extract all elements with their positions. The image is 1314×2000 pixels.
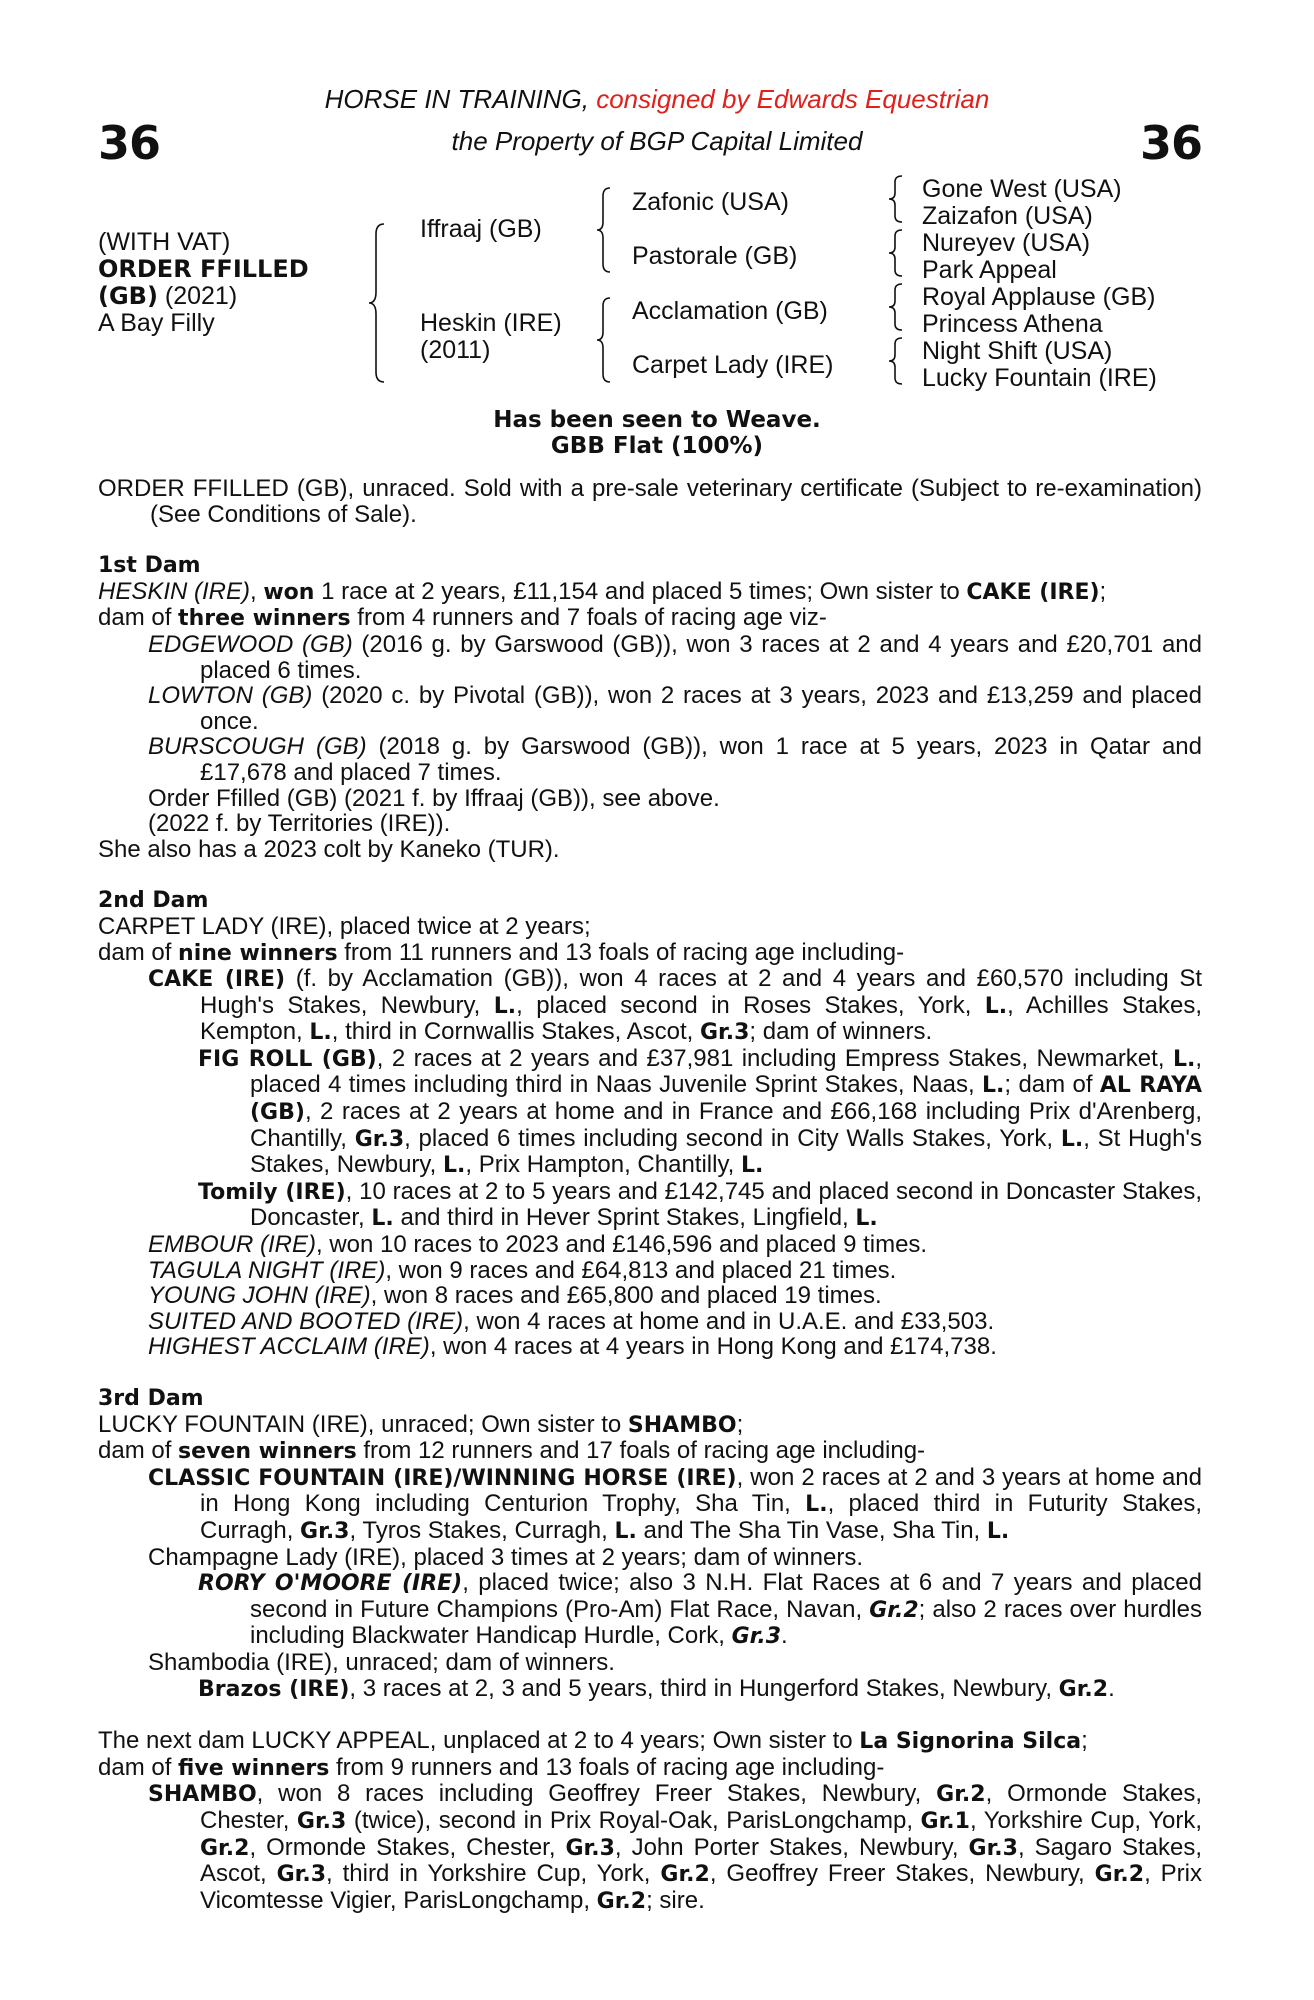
text: .: [1108, 1674, 1115, 1702]
pedigree-dam-year: (2011): [420, 336, 491, 364]
horse: AL RAYA (GB): [250, 1073, 1203, 1126]
first-dam-heading: 1st Dam: [98, 553, 201, 579]
grade: Gr.2: [200, 1835, 250, 1861]
pedigree-dam: Heskin (IRE): [420, 309, 562, 337]
text: and The Sha Tin Vase, Sha Tin,: [636, 1516, 987, 1544]
lot-number-right: 36: [1139, 116, 1202, 170]
horse: SUITED AND BOOTED (IRE): [148, 1307, 464, 1335]
grade: L.: [1172, 1046, 1196, 1072]
text: , Prix Hampton, Chantilly,: [465, 1151, 742, 1179]
pedigree-brace-g2: [886, 228, 906, 278]
text: The next dam LUCKY APPEAL, unplaced at 2 to 4 years; Own sister to: [98, 1727, 860, 1755]
text: (f. by Acclamation (GB)), won 4 races at 2 and 4 years and £60,570 including St Hugh's Stakes, Newbury,: [200, 965, 1203, 1019]
text: , placed second in Roses Stakes, York,: [516, 991, 985, 1019]
text: from 11 runners and 13 foals of racing age including-: [337, 938, 905, 966]
pedigree-brace-g4: [886, 336, 906, 386]
text: , 10 races at 2 to 5 years and £142,745 and placed second in Doncaster Stakes, Doncaster,: [250, 1177, 1203, 1232]
pedigree-brace-dam: [594, 296, 614, 384]
produce-tagula-night: [98, 1258, 1202, 1284]
text: dam of: [98, 938, 179, 966]
grade: L.: [442, 1153, 466, 1179]
grade: Gr.2: [936, 1782, 986, 1808]
text: , Sagaro Stakes, Ascot,: [200, 1833, 1203, 1888]
grade: Gr.2: [596, 1888, 647, 1914]
pedigree-g3: Nureyev (USA): [922, 229, 1091, 257]
pedigree-g6: Princess Athena: [922, 310, 1103, 338]
pedigree-g4: Park Appeal: [922, 256, 1057, 284]
text: (2020 c. by Pivotal (GB)), won 2 races at 3 years, 2023 and £13,259 and placed once.: [200, 682, 1202, 735]
produce-shambodia: Shambodia (IRE), unraced; dam of winners.: [148, 1648, 615, 1676]
winners-count: five winners: [178, 1755, 330, 1781]
horse: FIG ROLL (GB): [198, 1046, 377, 1072]
grade: Gr.2: [1094, 1862, 1145, 1888]
header-line-1: [0, 84, 1314, 115]
pedigree-brace-g3: [886, 282, 906, 332]
next-dam-line: [98, 1728, 1202, 1755]
produce-burscough: [98, 734, 1202, 785]
text: dam of: [98, 1753, 179, 1781]
produce-embour: [98, 1232, 1202, 1258]
winners-count: nine winners: [178, 940, 338, 966]
text: , won 2 races at 2 and 3 years at home and in Hong Kong including Centurion Trophy, Sha Tin,: [200, 1463, 1202, 1518]
grade: Gr.1: [920, 1808, 970, 1834]
horse: CLASSIC FOUNTAIN (IRE)/WINNING HORSE (IRE): [148, 1465, 737, 1491]
grade: L.: [982, 1073, 1005, 1099]
text: , Geoffrey Freer Stakes, Newbury,: [709, 1860, 1095, 1888]
text: , won 4 races at home and in U.A.E. and £33,503.: [463, 1307, 995, 1335]
third-dam-heading: 3rd Dam: [98, 1386, 204, 1411]
horse: SHAMBO: [148, 1782, 257, 1808]
won-label: won: [263, 579, 315, 605]
first-dam-produce-line: [98, 605, 1202, 632]
sister-name: La Signorina Silca: [859, 1729, 1082, 1755]
text: ; sire.: [646, 1886, 705, 1914]
text: , 2 races at 2 years and £37,981 including Empress Stakes, Newmarket,: [376, 1044, 1173, 1072]
produce-cake: [98, 966, 1202, 1046]
grade: L.: [805, 1492, 828, 1518]
text: ;: [1099, 577, 1107, 605]
horse: YOUNG JOHN (IRE): [148, 1282, 371, 1310]
produce-tomily: [98, 1179, 1202, 1232]
text: 1 race at 2 years, £11,154 and placed 5 times; Own sister to: [314, 577, 967, 605]
third-dam-produce-line: [98, 1438, 1202, 1465]
text: ; dam of: [1004, 1071, 1100, 1099]
text: , Tyros Stakes, Curragh,: [349, 1516, 615, 1544]
produce-order-ffilled: Order Ffilled (GB) (2021 f. by Iffraaj (GB)), see above.: [148, 784, 720, 812]
text: (2016 g. by Garswood (GB)), won 3 races at 2 and 4 years and £20,701 and placed 6 times.: [200, 630, 1202, 684]
text: from 4 runners and 7 foals of racing age viz-: [350, 604, 827, 632]
grade: L.: [309, 1020, 332, 1046]
horse: Tomily (IRE): [198, 1179, 346, 1205]
text: ; dam of winners.: [749, 1018, 933, 1046]
horse: Brazos (IRE): [198, 1676, 350, 1702]
text: , won 4 races at 4 years in Hong Kong and £174,738.: [429, 1333, 997, 1361]
grade: Gr.3: [731, 1624, 781, 1650]
horse-name-line1: ORDER FFILLED: [98, 255, 309, 283]
pedigree-dam-sire: Acclamation (GB): [632, 297, 828, 325]
horse-description: A Bay Filly: [98, 309, 215, 337]
flat-note: GBB Flat (100%): [550, 433, 764, 459]
grade: Gr.3: [968, 1835, 1018, 1861]
produce-2023-colt: She also has a 2023 colt by Kaneko (TUR).: [98, 835, 560, 863]
pedigree-g2: Zaizafon (USA): [922, 202, 1093, 230]
sister-name: SHAMBO: [627, 1412, 737, 1438]
weave-note: Has been seen to Weave.: [493, 407, 821, 433]
horse: LOWTON (GB): [148, 682, 313, 710]
horse: CAKE (IRE): [148, 967, 286, 993]
text: (twice), second in Prix Royal-Oak, ParisLongchamp,: [346, 1806, 921, 1834]
text: dam of: [98, 604, 179, 632]
text: , St Hugh's Stakes, Newbury,: [250, 1124, 1203, 1179]
vat-label: (WITH VAT): [98, 228, 231, 256]
text: , placed third in Futurity Stakes, Curragh,: [200, 1490, 1203, 1544]
produce-highest-acclaim: [98, 1334, 1202, 1360]
pedigree-g5: Royal Applause (GB): [922, 283, 1156, 311]
grade: L.: [984, 993, 1008, 1019]
pedigree-sire-sire: Zafonic (USA): [632, 188, 789, 216]
produce-classic-fountain: [98, 1465, 1202, 1545]
text: , third in Cornwallis Stakes, Ascot,: [331, 1018, 700, 1046]
first-dam-line: [98, 579, 1202, 606]
text: , John Porter Stakes, Newbury,: [614, 1833, 969, 1861]
pedigree-dam-dam: Carpet Lady (IRE): [632, 351, 834, 379]
grade: L.: [371, 1206, 394, 1232]
grade: Gr.3: [565, 1835, 615, 1861]
next-dam-produce-line: [98, 1755, 1202, 1782]
produce-shambo: [98, 1781, 1202, 1914]
grade: L.: [614, 1518, 637, 1544]
text: , placed 4 times including third in Naas Juvenile Sprint Stakes, Naas,: [250, 1044, 1202, 1099]
lot-number-left: 36: [98, 116, 161, 170]
produce-rory-omoore: [98, 1570, 1202, 1650]
text: from 12 runners and 17 foals of racing age including-: [356, 1437, 926, 1465]
text: (2018 g. by Garswood (GB)), won 1 race at 5 years, 2023 in Qatar and £17,678 and placed 7 times.: [200, 733, 1202, 786]
sister-name: CAKE (IRE): [966, 579, 1100, 605]
produce-edgewood: [98, 632, 1202, 683]
horse-origin: [98, 282, 237, 310]
grade: L.: [741, 1153, 764, 1179]
second-dam-produce-line: [98, 940, 1202, 967]
text: , 3 races at 2, 3 and 5 years, third in Hungerford Stakes, Newbury,: [349, 1674, 1059, 1702]
second-dam-line: CARPET LADY (IRE), placed twice at 2 years;: [98, 912, 591, 940]
pedigree-brace-sire: [594, 186, 614, 274]
second-dam-heading: 2nd Dam: [98, 888, 209, 914]
horse: EDGEWOOD (GB): [148, 630, 353, 658]
header-line-2: the Property of BGP Capital Limited: [451, 126, 863, 156]
produce-lowton: [98, 683, 1202, 734]
grade: Gr.2: [660, 1862, 710, 1888]
pedigree-g8: Lucky Fountain (IRE): [922, 364, 1157, 392]
text: , Ormonde Stakes, Chester,: [200, 1780, 1203, 1834]
text: , Prix Vicomtesse Vigier, ParisLongchamp,: [200, 1860, 1203, 1914]
grade: Gr.3: [276, 1862, 327, 1888]
produce-suited-and-booted: [98, 1309, 1202, 1335]
catalogue-body: [98, 476, 1202, 1914]
grade: Gr.3: [300, 1518, 350, 1544]
text: , placed 6 times including second in City Walls Stakes, York,: [404, 1124, 1061, 1152]
text: , placed twice; also 3 N.H. Flat Races at 6 and 7 years and placed second in Future Champions (Pro-Am) Flat Race, Navan,: [250, 1569, 1202, 1623]
pedigree-sire-dam: Pastorale (GB): [632, 242, 798, 270]
produce-fig-roll: [98, 1046, 1202, 1179]
text: , won 8 races and £65,800 and placed 19 times.: [370, 1282, 882, 1310]
horse: EMBOUR (IRE): [148, 1231, 316, 1259]
text: ,: [250, 577, 264, 605]
grade: Gr.2: [869, 1597, 919, 1623]
third-dam-line: [98, 1412, 1202, 1439]
text: , third in Yorkshire Cup, York,: [326, 1860, 661, 1888]
winners-count: three winners: [178, 606, 351, 632]
horse-name: [98, 255, 309, 283]
text: .: [781, 1622, 788, 1650]
grade: L.: [1060, 1126, 1084, 1152]
text: ;: [736, 1410, 744, 1438]
grade: Gr.3: [699, 1020, 750, 1046]
produce-brazos: [98, 1676, 1202, 1703]
grade: Gr.2: [1058, 1676, 1109, 1702]
text: , won 8 races including Geoffrey Freer Stakes, Newbury,: [256, 1780, 937, 1808]
pedigree-brace-g1: [886, 174, 906, 224]
grade: L.: [493, 993, 517, 1019]
text: dam of: [98, 1437, 179, 1465]
horse-country: (GB): [98, 282, 158, 310]
text: , won 9 races and £64,813 and placed 21 times.: [385, 1256, 897, 1284]
horse: TAGULA NIGHT (IRE): [148, 1256, 386, 1284]
pedigree-g7: Night Shift (USA): [922, 337, 1113, 365]
horse-year: (2021): [157, 282, 238, 310]
pedigree-g1: Gone West (USA): [922, 175, 1122, 203]
dam-name: HESKIN (IRE): [98, 577, 251, 605]
produce-young-john: [98, 1283, 1202, 1309]
grade: L.: [986, 1518, 1010, 1544]
text: LUCKY FOUNTAIN (IRE), unraced; Own sister to: [98, 1410, 628, 1438]
text: from 9 runners and 13 foals of racing age including-: [329, 1753, 885, 1781]
text: , 2 races at 2 years at home and in France and £66,168 including Prix d'Arenberg, Chantilly,: [250, 1098, 1202, 1152]
pedigree-brace-main: [366, 222, 388, 384]
winners-count: seven winners: [178, 1439, 357, 1465]
pedigree-sire: Iffraaj (GB): [420, 215, 542, 243]
produce-champagne-lady: Champagne Lady (IRE), placed 3 times at 2 years; dam of winners.: [148, 1543, 864, 1571]
header-prefix: HORSE IN TRAINING,: [324, 84, 597, 114]
intro-paragraph: ORDER FFILLED (GB), unraced. Sold with a pre-sale veterinary certificate (Subject to re-examination) (See Conditions of Sale).: [98, 475, 1202, 528]
horse: BURSCOUGH (GB): [148, 733, 367, 761]
text: , Ormonde Stakes, Chester,: [249, 1833, 566, 1861]
horse: HIGHEST ACCLAIM (IRE): [148, 1333, 430, 1361]
text: ; also 2 races over hurdles including Blackwater Handicap Hurdle, Cork,: [250, 1595, 1202, 1650]
grade: L.: [855, 1206, 878, 1232]
text: , won 10 races to 2023 and £146,596 and placed 9 times.: [316, 1231, 928, 1259]
grade: Gr.3: [296, 1808, 347, 1834]
consignor: consigned by Edwards Equestrian: [596, 84, 990, 114]
produce-2022-filly: (2022 f. by Territories (IRE)).: [148, 810, 451, 838]
grade: Gr.3: [354, 1126, 405, 1152]
text: , Achilles Stakes, Kempton,: [200, 991, 1202, 1046]
text: and third in Hever Sprint Stakes, Lingfield,: [393, 1204, 856, 1232]
text: , Yorkshire Cup, York,: [969, 1806, 1203, 1834]
text: ;: [1081, 1727, 1088, 1755]
horse: RORY O'MOORE (IRE): [198, 1571, 463, 1597]
